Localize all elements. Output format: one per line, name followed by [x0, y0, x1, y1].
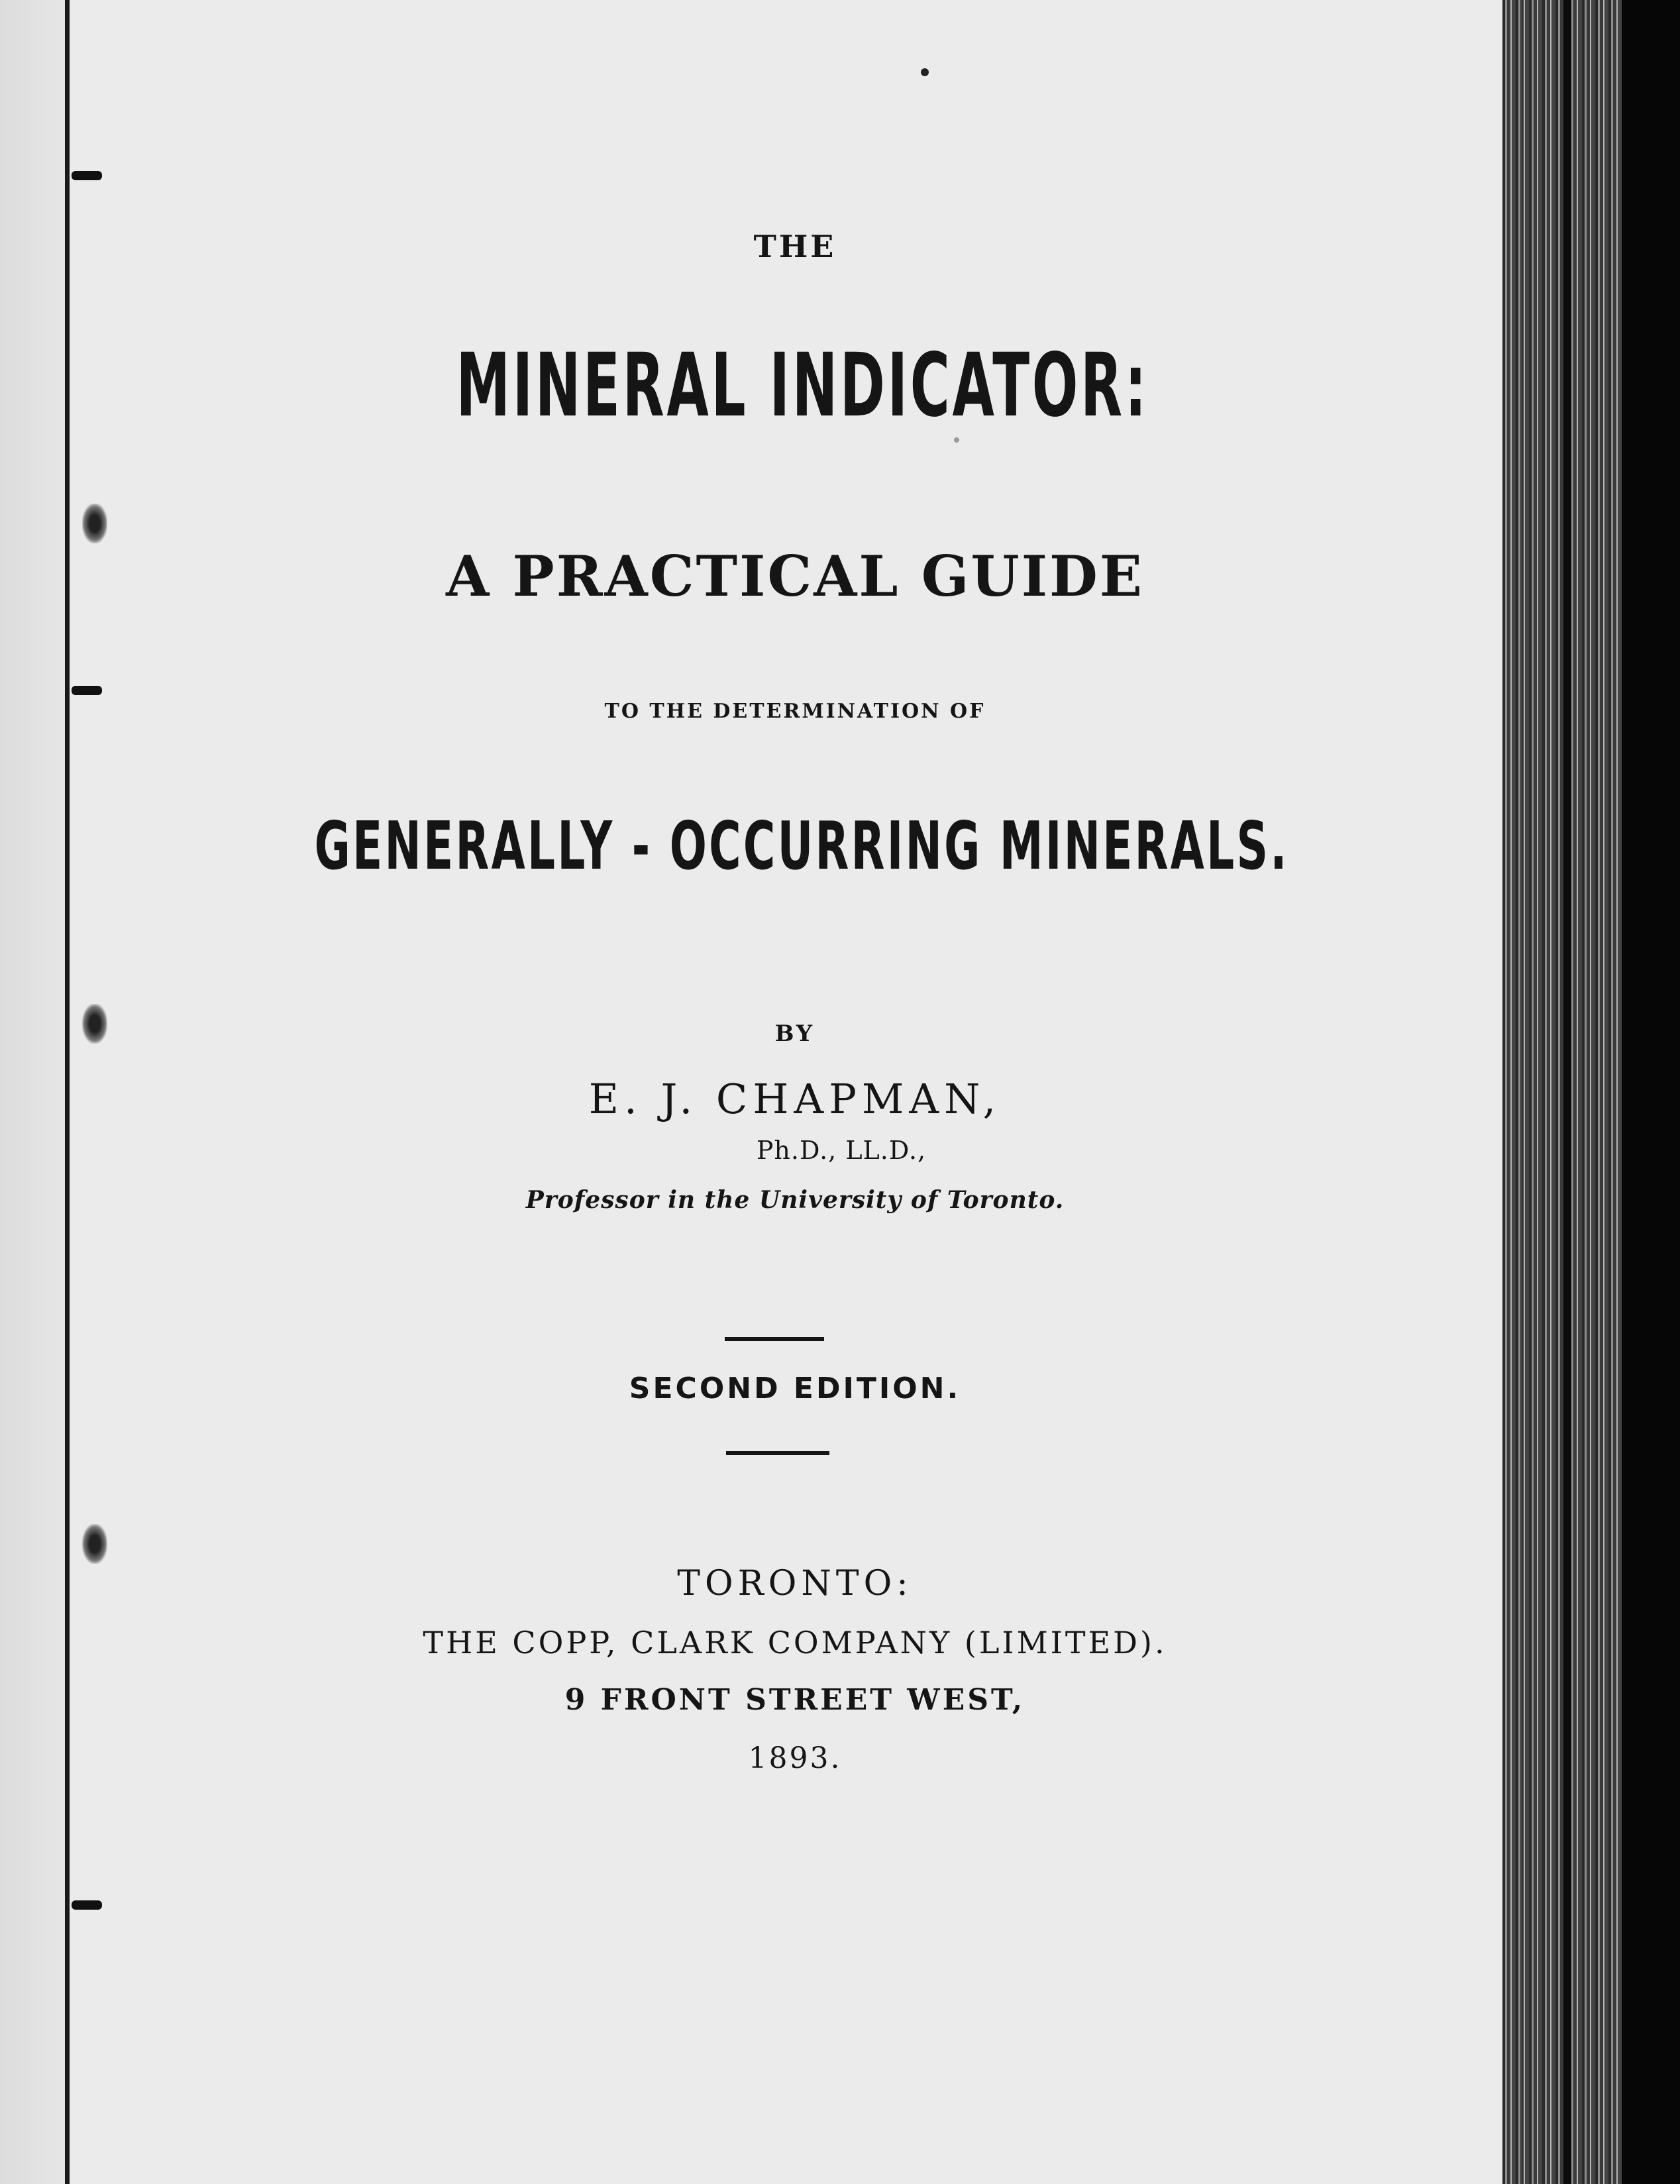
- by-line: BY: [774, 1020, 815, 1047]
- ink-speck: [954, 437, 959, 443]
- subtitle-connector: TO THE DETERMINATION OF: [604, 700, 986, 723]
- binding-knot: [82, 1524, 107, 1564]
- scan-background: [1622, 0, 1680, 2184]
- binding-knot: [82, 504, 107, 543]
- imprint-publisher: THE COPP, CLARK COMPANY (LIMITED).: [423, 1625, 1167, 1661]
- author-degrees: Ph.D., LL.D.,: [756, 1136, 927, 1165]
- imprint-year: 1893.: [748, 1741, 842, 1775]
- binding-stitch: [72, 1900, 102, 1910]
- divider-rule: [726, 1451, 829, 1455]
- book-title: MINERAL INDICATOR:: [456, 335, 1149, 437]
- author-position: Professor in the University of Toronto.: [525, 1186, 1065, 1214]
- ink-speck: [921, 68, 929, 76]
- divider-rule: [725, 1337, 824, 1341]
- edition-statement: SECOND EDITION.: [629, 1372, 961, 1405]
- author-name: E. J. CHAPMAN,: [588, 1075, 1002, 1123]
- binding-stitch: [72, 686, 102, 695]
- book-subject: GENERALLY - OCCURRING MINERALS.: [314, 807, 1289, 885]
- book-subtitle: A PRACTICAL GUIDE: [446, 543, 1144, 609]
- page-stack-gap: [1563, 0, 1571, 2184]
- imprint-address: 9 FRONT STREET WEST,: [564, 1683, 1025, 1717]
- imprint-city: TORONTO:: [677, 1564, 913, 1604]
- binding-stitch: [72, 171, 102, 180]
- title-the: THE: [753, 229, 837, 264]
